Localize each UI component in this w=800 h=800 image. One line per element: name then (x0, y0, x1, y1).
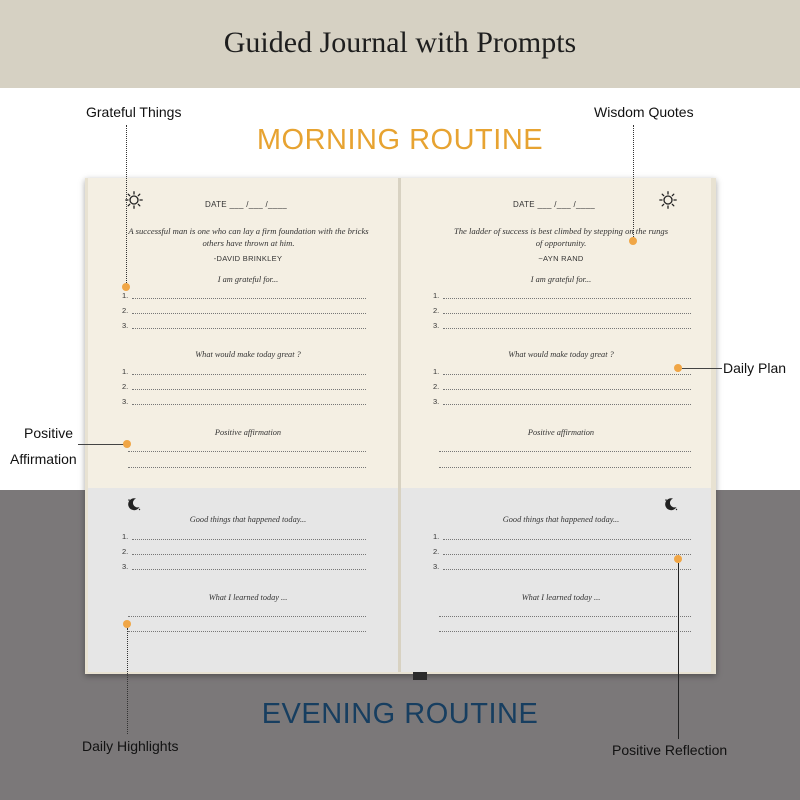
writing-line (132, 554, 366, 555)
writing-line (132, 569, 366, 570)
date-field: DATE ___ /___ /____ (513, 200, 596, 209)
quote-text: A successful man is one who can lay a firm foundation with the bricks others have thrown at him. (128, 226, 369, 248)
writing-line (132, 298, 366, 299)
right-page (401, 178, 711, 672)
line-number: 1. (122, 367, 129, 376)
left-page (88, 178, 398, 672)
line-number: 2. (122, 547, 129, 556)
affirmation-prompt: Positive affirmation (214, 428, 282, 437)
writing-line (132, 539, 366, 540)
good-things-prompt: Good things that happened today... (502, 515, 620, 524)
writing-line (128, 451, 366, 452)
line-number: 1. (433, 291, 440, 300)
callout-marker (674, 555, 682, 563)
morning-routine-heading: MORNING ROUTINE (256, 124, 544, 156)
line-number: 3. (122, 321, 129, 330)
writing-line (132, 374, 366, 375)
date-field: DATE ___ /___ /____ (205, 200, 288, 209)
line-number: 1. (122, 291, 129, 300)
line-number: 3. (433, 397, 440, 406)
callout-grateful-things: Grateful Things (86, 104, 182, 120)
evening-routine-heading: EVENING ROUTINE (261, 698, 539, 730)
writing-line (132, 404, 366, 405)
writing-line (443, 298, 691, 299)
writing-line (439, 616, 691, 617)
writing-line (128, 631, 366, 632)
line-number: 3. (122, 562, 129, 571)
callout-positive-affirmation: Positive (24, 425, 74, 441)
callout-daily-highlights: Daily Highlights (82, 738, 179, 754)
callout-marker (123, 620, 131, 628)
writing-line (132, 313, 366, 314)
sun-icon (659, 191, 677, 209)
journal-book (85, 178, 716, 674)
writing-line (443, 328, 691, 329)
learned-today-prompt: What I learned today ... (208, 593, 288, 602)
writing-line (443, 569, 691, 570)
bookmark-ribbon (413, 672, 427, 680)
line-number: 3. (433, 562, 440, 571)
callout-marker (674, 364, 682, 372)
callout-leader-line (682, 368, 722, 369)
callout-leader-line (633, 125, 634, 237)
callout-positive-affirmation: Affirmation (10, 451, 77, 467)
line-number: 1. (122, 532, 129, 541)
callout-marker (122, 283, 130, 291)
writing-line (132, 328, 366, 329)
callout-marker (123, 440, 131, 448)
line-number: 2. (433, 306, 440, 315)
sun-icon (125, 191, 143, 209)
writing-line (443, 539, 691, 540)
callout-wisdom-quotes: Wisdom Quotes (594, 104, 694, 120)
writing-line (443, 313, 691, 314)
writing-line (443, 389, 691, 390)
writing-line (128, 616, 366, 617)
line-number: 1. (433, 367, 440, 376)
callout-leader-line (127, 628, 128, 734)
writing-line (439, 631, 691, 632)
line-number: 2. (122, 382, 129, 391)
writing-line (443, 404, 691, 405)
grateful-prompt: I am grateful for... (217, 275, 279, 284)
writing-line (439, 467, 691, 468)
quote-author: ~AYN RAND (538, 254, 584, 263)
callout-daily-plan: Daily Plan (723, 360, 787, 376)
line-number: 3. (433, 321, 440, 330)
callout-leader-line (678, 563, 679, 739)
quote-author: -DAVID BRINKLEY (213, 254, 283, 263)
writing-line (439, 451, 691, 452)
make-today-great-prompt: What would make today great ? (195, 350, 301, 359)
quote-text: The ladder of success is best climbed by stepping on the rungs of opportunity. (453, 226, 669, 248)
line-number: 2. (122, 306, 129, 315)
writing-line (128, 467, 366, 468)
writing-line (443, 554, 691, 555)
make-today-great-prompt: What would make today great ? (508, 350, 614, 359)
line-number: 2. (433, 382, 440, 391)
writing-line (443, 374, 691, 375)
moon-icon (663, 496, 679, 512)
callout-leader-line (126, 125, 127, 285)
callout-marker (629, 237, 637, 245)
good-things-prompt: Good things that happened today... (189, 515, 307, 524)
writing-line (132, 389, 366, 390)
moon-icon (126, 496, 142, 512)
grateful-prompt: I am grateful for... (530, 275, 592, 284)
line-number: 2. (433, 547, 440, 556)
callout-leader-line (78, 444, 124, 445)
line-number: 1. (433, 532, 440, 541)
page-title: Guided Journal with Prompts (223, 26, 577, 59)
callout-positive-reflection: Positive Reflection (612, 742, 728, 758)
learned-today-prompt: What I learned today ... (521, 593, 601, 602)
line-number: 3. (122, 397, 129, 406)
affirmation-prompt: Positive affirmation (527, 428, 595, 437)
